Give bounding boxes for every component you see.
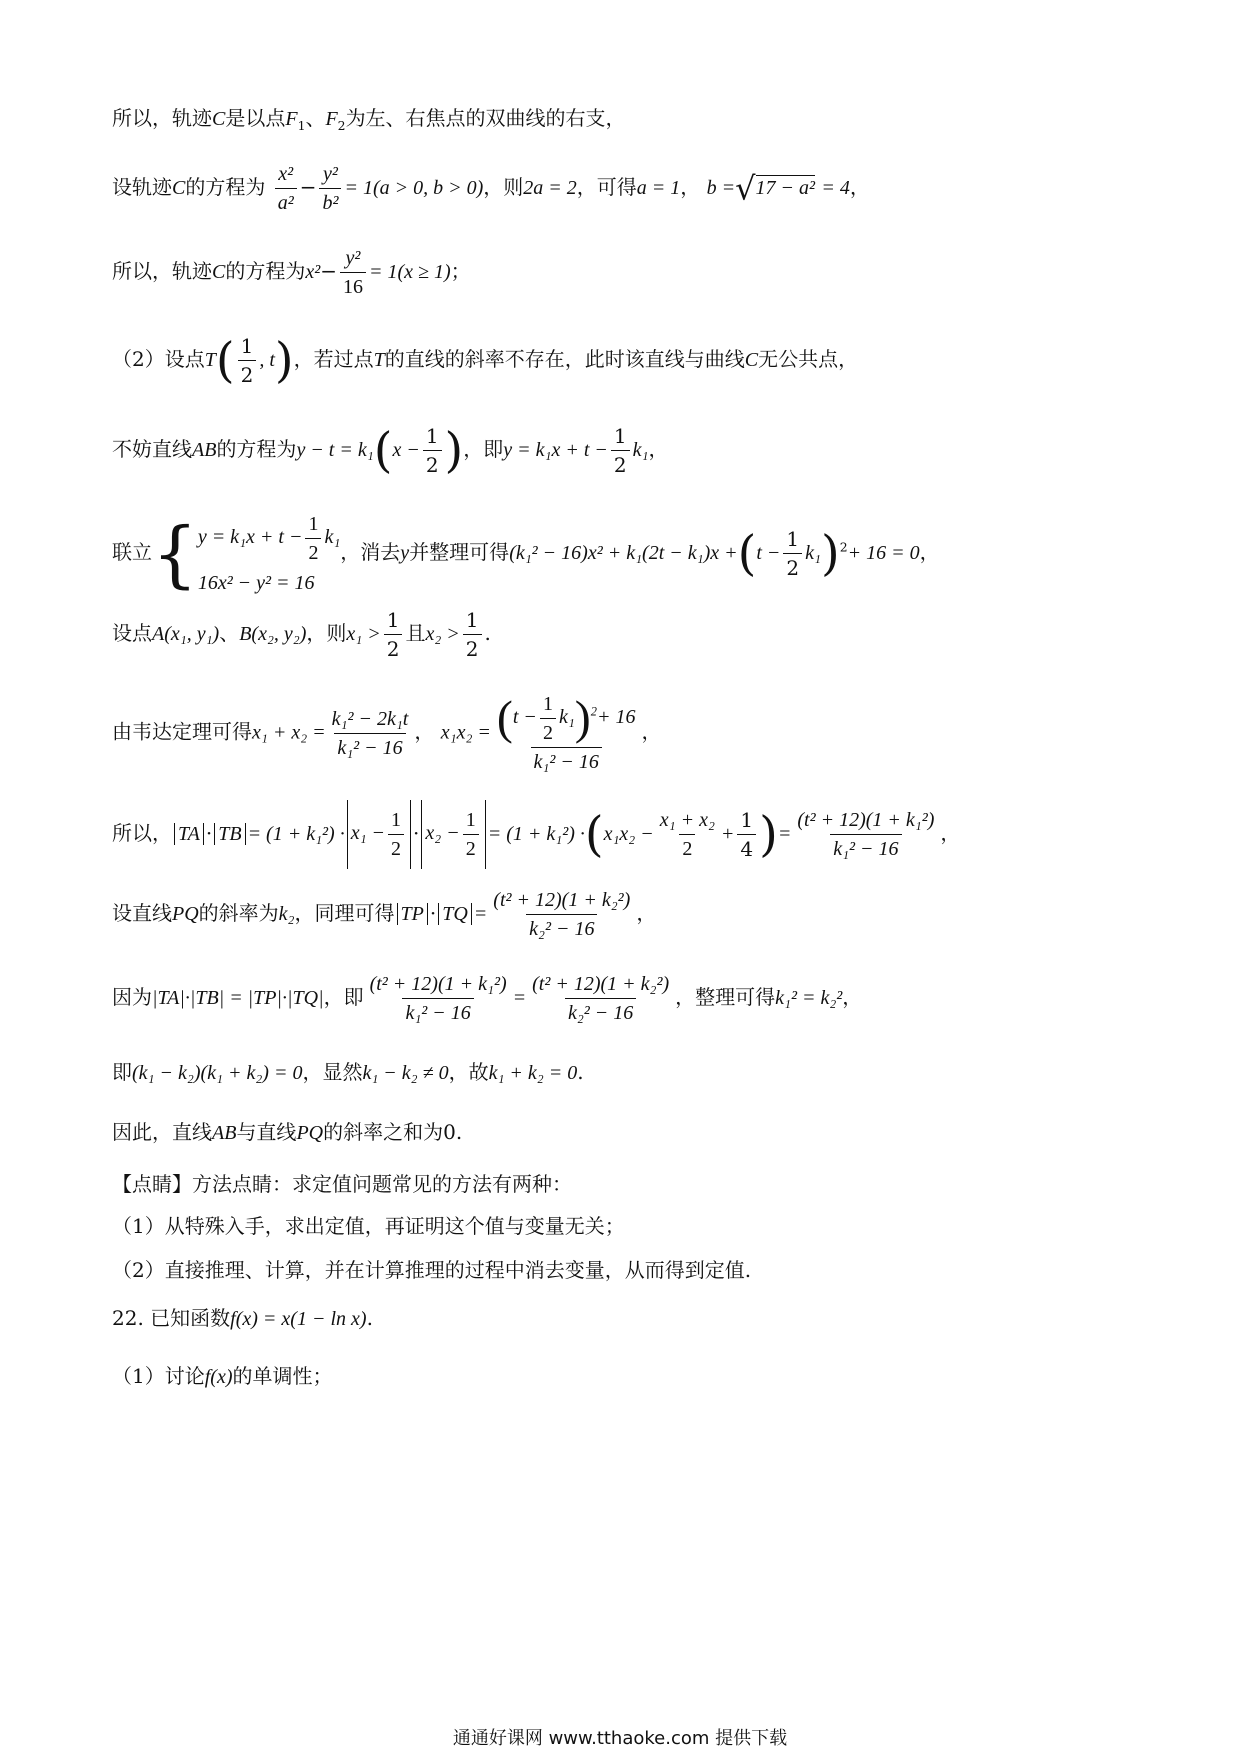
denominator: 2 <box>783 553 802 580</box>
numerator: y² <box>323 163 338 185</box>
text-span: （2）设点 <box>112 347 205 371</box>
math-product: x₁x₂ = <box>440 721 491 744</box>
math-term: x₂ − <box>425 822 460 845</box>
math-equation: t − <box>756 542 781 564</box>
text-span: 的单调性； <box>232 1364 333 1388</box>
text-span: ，消去 <box>340 540 401 564</box>
math-equation: y − t = k₁ <box>296 439 374 461</box>
text-line-6 <box>112 512 1160 595</box>
text-span: 并整理可得 <box>409 540 510 564</box>
math-point-B: B(x₂, y₂) <box>239 623 307 645</box>
text-span: 的方程为 <box>225 259 306 283</box>
text-span: ， <box>940 821 961 845</box>
fraction-half <box>384 608 403 661</box>
text-span: 【点睛】方法点睛：求定值问题常见的方法有两种： <box>112 1172 572 1196</box>
text-span: 的方程为 <box>185 175 266 199</box>
math-term: x₁x₂ − <box>603 823 654 845</box>
text-span: ，则 <box>306 621 347 645</box>
math-term: x₁ − <box>350 822 386 845</box>
math-term: t − <box>512 706 537 729</box>
text-span: 设点 <box>112 621 152 645</box>
math-equation: k₁² = k₂² <box>775 987 843 1009</box>
text-span: ，故 <box>448 1060 489 1084</box>
left-brace: { <box>152 511 198 596</box>
math-C: C <box>172 177 186 199</box>
fraction-half <box>611 424 630 477</box>
dot: · <box>429 901 437 925</box>
math-equation: + 16 = 0 <box>847 542 920 564</box>
denominator: 2 <box>679 834 695 861</box>
numerator: (t² + 12)(1 + k₂²) <box>493 889 631 911</box>
paren-close: ) <box>759 806 778 863</box>
math-AB: AB <box>192 439 217 461</box>
page-footer: 通通好课网 www.tthaoke.com 提供下载 <box>452 1728 788 1749</box>
math-point-A: A(x₁, y₁) <box>152 623 220 645</box>
math-equation: = 1(a > 0, b > 0) <box>344 177 484 199</box>
dot: · <box>413 821 420 845</box>
fraction-half <box>540 692 556 745</box>
text-line-2 <box>112 162 1160 215</box>
denominator: k₁² − 16 <box>334 733 405 760</box>
math-sum: x₁ + x₂ = <box>252 721 326 744</box>
minus-sign: − <box>320 259 337 283</box>
fraction-half <box>305 512 321 565</box>
text-span: ，即 <box>323 985 364 1009</box>
math-equation: (k₁² − 16)x² + k₁(2t − k₁)x + <box>509 542 738 564</box>
text-span: 是以点 <box>225 106 286 130</box>
paren-close: ) <box>820 525 840 582</box>
math-equals: = <box>473 903 488 925</box>
text-span: ，显然 <box>302 1060 363 1084</box>
math-t: , t <box>259 349 275 371</box>
fraction-half <box>463 808 479 861</box>
denominator: 4 <box>737 834 756 861</box>
text-line-4 <box>112 334 1160 387</box>
paren-close: ) <box>274 332 294 389</box>
abs-TA: TA <box>174 823 204 845</box>
text-span: 因为 <box>112 985 152 1009</box>
numerator: 1 <box>786 527 800 551</box>
numerator <box>494 692 639 747</box>
fraction-sum-half <box>657 808 718 861</box>
text-span: 设直线 <box>112 901 172 925</box>
math-equation: (k₁ − k₂)(k₁ + k₂) = 0 <box>132 1062 303 1084</box>
subscript: 1 <box>297 118 306 133</box>
denominator: 2 <box>463 834 479 861</box>
numerator: x² <box>278 163 294 185</box>
denominator: 2 <box>384 634 403 661</box>
math-equation: k₁ + k₂ = 0 <box>488 1062 578 1084</box>
denominator: 2 <box>540 718 556 745</box>
denominator: b² <box>319 188 341 215</box>
text-line-16 <box>112 1258 1160 1282</box>
numerator: 1 <box>542 693 553 715</box>
math-equation: k₁ − k₂ ≠ 0 <box>362 1062 449 1084</box>
fraction-half <box>423 424 442 477</box>
abs-TB: TB <box>214 823 245 845</box>
math-equation: y = k₁x + t − <box>503 439 608 461</box>
text-line-8 <box>112 692 1160 774</box>
fraction-y2-16 <box>340 246 366 299</box>
math-b: b = <box>706 177 736 199</box>
text-span: 所以，轨迹 <box>112 259 212 283</box>
text-span: 的斜率为 <box>198 901 279 925</box>
math-k2: k₂ <box>278 903 295 925</box>
text-span: 的斜率之和为 <box>323 1120 444 1144</box>
math-equation: = 1(x ≥ 1) <box>368 261 451 283</box>
text-span: 设轨迹 <box>112 175 172 199</box>
math-C: C <box>744 349 759 371</box>
abs-TQ: TQ <box>438 903 472 925</box>
text-span: （1）讨论 <box>112 1364 205 1388</box>
fraction-result-k2 <box>490 888 633 941</box>
math-equation: f(x) = x(1 − ln x) <box>230 1308 367 1330</box>
math-y: y <box>400 542 410 564</box>
fraction-vieta-sum <box>329 707 412 760</box>
fraction-vieta-product <box>494 692 639 774</box>
text-span: 无公共点， <box>758 347 859 371</box>
math-equation: a = 1 <box>636 177 681 199</box>
paren-open: ( <box>584 806 604 863</box>
text-span: ； <box>450 259 471 283</box>
text-line-5 <box>112 424 1160 477</box>
text-span: ， <box>849 175 870 199</box>
math-k1: k₁ <box>632 439 649 461</box>
math-F1: F <box>285 108 298 130</box>
denominator: k₂² − 16 <box>526 914 597 941</box>
math-equation: = 4 <box>821 177 850 199</box>
paren-close: ) <box>444 422 464 479</box>
question-number: 22. <box>112 1306 144 1330</box>
text-span: 已知函数 <box>150 1306 231 1330</box>
numerator: 1 <box>465 608 479 632</box>
system-row-2: 16x² − y² = 16 <box>197 572 315 594</box>
text-line-14 <box>112 1172 1160 1196</box>
paren-close: ) <box>574 691 591 745</box>
numerator: 1 <box>425 424 439 448</box>
text-span: 不妨直线 <box>112 437 192 461</box>
abs-x1-half <box>347 800 411 869</box>
fraction-y2-b2 <box>319 162 341 215</box>
math-plus: + <box>720 823 735 845</box>
math-equals: = <box>512 987 527 1009</box>
text-span: ，整理可得 <box>675 985 776 1009</box>
text-span: ，可得 <box>576 175 637 199</box>
math-AB: AB <box>212 1122 237 1144</box>
math-C: C <box>212 108 226 130</box>
numerator: (t² + 12)(1 + k₁²) <box>797 809 935 831</box>
subscript: 2 <box>337 118 346 133</box>
text-span: 与直线 <box>236 1120 297 1144</box>
fraction-x2-a2 <box>275 162 297 215</box>
text-line-1 <box>112 106 1160 131</box>
numerator: 1 <box>308 513 319 535</box>
text-span: （2）直接推理、计算，并在计算推理的过程中消去变量，从而得到定值. <box>112 1258 752 1282</box>
math-equation: |TA|·|TB| = |TP|·|TQ| <box>152 987 324 1009</box>
denominator: k₁² − 16 <box>402 998 473 1025</box>
text-span: ， <box>641 719 662 744</box>
sqrt-sign: √ <box>735 169 756 208</box>
text-span: ，若过点 <box>293 347 374 371</box>
text-line-18 <box>112 1364 1160 1389</box>
fraction-half <box>238 334 257 387</box>
exponent: 2 <box>590 704 597 719</box>
math-equals: = <box>777 823 792 845</box>
text-line-9 <box>112 800 1160 869</box>
math-F2: F <box>325 108 338 130</box>
numerator: 1 <box>386 608 400 632</box>
denominator: 2 <box>423 450 442 477</box>
text-span: 由韦达定理可得 <box>112 719 252 744</box>
text-span: . <box>577 1060 584 1084</box>
paren-open: ( <box>373 422 393 479</box>
numerator: k₁² − 2k₁t <box>331 707 409 730</box>
text-span: 联立 <box>112 540 152 564</box>
fraction-result-k1 <box>794 808 937 861</box>
text-span: 所以， <box>112 821 172 845</box>
math-k1: k₁ <box>805 542 821 564</box>
math-C: C <box>212 261 226 283</box>
separator: 、 <box>305 106 326 130</box>
text-line-7 <box>112 608 1160 661</box>
denominator: k₁² − 16 <box>531 747 602 774</box>
math-T: T <box>204 349 216 371</box>
paren-open: ( <box>496 691 513 745</box>
abs-x2-half <box>421 800 485 869</box>
fraction-quarter <box>737 808 756 861</box>
text-span: 因此，直线 <box>112 1120 212 1144</box>
numerator: (t² + 12)(1 + k₂²) <box>532 973 670 995</box>
text-line-15 <box>112 1214 1160 1238</box>
text-span: ， <box>648 437 669 461</box>
math-zero: 0 <box>443 1120 456 1144</box>
fraction-k1 <box>367 972 510 1025</box>
text-span: ， <box>842 985 863 1009</box>
text-span: . <box>366 1306 373 1330</box>
math-x2: x² <box>305 261 321 283</box>
fraction-k2 <box>529 972 672 1025</box>
radicand: 17 − a² <box>755 177 816 199</box>
math-equation: = (1 + k₁²) · <box>487 823 585 845</box>
equation-system <box>198 512 340 595</box>
text-span: 的直线的斜率不存在，此时该直线与曲线 <box>384 347 745 371</box>
math-x: x − <box>392 439 420 461</box>
text-line-13 <box>112 1120 1160 1145</box>
text-span: ， <box>680 175 701 199</box>
numerator: 1 <box>240 334 254 358</box>
text-line-17 <box>112 1306 1160 1331</box>
math-x1: x₁ > <box>346 623 381 645</box>
numerator: y² <box>345 247 361 269</box>
denominator: 2 <box>463 634 482 661</box>
denominator: 2 <box>305 538 321 565</box>
text-span: . <box>455 1120 463 1144</box>
math-x2: x₂ > <box>425 623 460 645</box>
system-row-1 <box>198 512 340 565</box>
numerator: 1 <box>613 424 627 448</box>
math-k1: k₁ <box>324 526 341 549</box>
denominator: 2 <box>388 834 404 861</box>
math-PQ: PQ <box>172 903 199 925</box>
numerator: 1 <box>465 809 476 831</box>
text-line-10 <box>112 888 1160 941</box>
math-equation: f(x) <box>204 1366 233 1388</box>
text-span: ， <box>414 719 435 744</box>
math-T: T <box>373 349 385 371</box>
text-span: 的方程为 <box>216 437 297 461</box>
text-span: （1）从特殊入手，求出定值，再证明这个值与变量无关； <box>112 1214 625 1238</box>
text-span: 且 <box>405 621 426 645</box>
math-equation: y = k₁x + t − <box>197 526 303 549</box>
text-span: ，同理可得 <box>294 901 395 925</box>
math-k1: k₁ <box>558 706 575 729</box>
text-span: ，即 <box>463 437 504 461</box>
separator: 、 <box>219 621 240 645</box>
numerator: (t² + 12)(1 + k₁²) <box>369 973 507 995</box>
text-line-12 <box>112 1060 1160 1085</box>
abs-TP: TP <box>397 903 428 925</box>
text-span: 为左、右焦点的双曲线的右支， <box>345 106 626 130</box>
text-span: ，则 <box>483 175 524 199</box>
text-span: ， <box>636 901 657 925</box>
denominator: a² <box>275 188 297 215</box>
text-span: ， <box>919 540 940 564</box>
denominator: 2 <box>238 360 257 387</box>
text-span: . <box>484 621 491 645</box>
text-span: 即 <box>112 1060 132 1084</box>
fraction-half <box>463 608 482 661</box>
denominator: k₂² − 16 <box>565 998 636 1025</box>
denominator: 16 <box>340 272 366 299</box>
fraction-half <box>783 527 802 580</box>
paren-open: ( <box>215 332 235 389</box>
numerator: 1 <box>391 809 402 831</box>
math-term: + 16 <box>596 706 636 729</box>
exponent: 2 <box>839 539 848 555</box>
fraction-half <box>388 808 404 861</box>
paren-open: ( <box>737 525 757 582</box>
math-equation: 2a = 2 <box>523 177 577 199</box>
numerator: 1 <box>740 808 754 832</box>
minus-sign: − <box>299 175 317 199</box>
text-span: 所以，轨迹 <box>112 106 212 130</box>
denominator: 2 <box>611 450 630 477</box>
math-PQ: PQ <box>296 1122 324 1144</box>
denominator: k₁² − 16 <box>830 834 901 861</box>
math-equation: = (1 + k₁²) · <box>247 823 345 845</box>
text-line-3 <box>112 246 1160 299</box>
text-line-11 <box>112 972 1160 1025</box>
dot: · <box>205 821 213 845</box>
numerator: x₁ + x₂ <box>659 809 715 831</box>
